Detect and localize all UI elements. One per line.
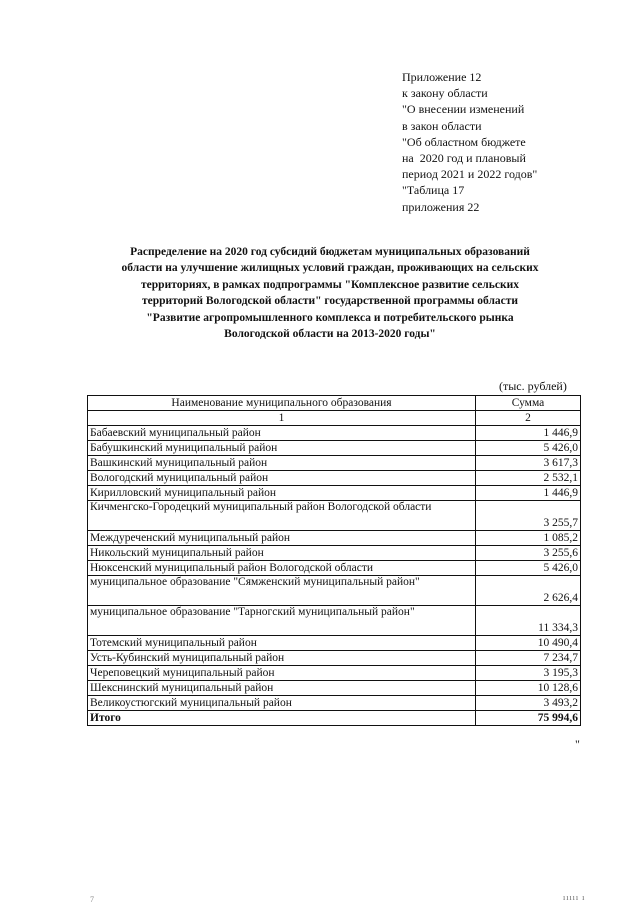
appendix-line: Приложение 12 <box>402 70 482 84</box>
subsidy-sum: 5 426,0 <box>476 561 581 576</box>
subsidy-sum: 2 626,4 <box>476 576 581 606</box>
appendix-line: "Об областном бюджете <box>402 134 526 149</box>
footer-mark-left: 7 <box>90 895 94 904</box>
total-label: Итого <box>88 711 476 726</box>
subsidy-sum: 7 234,7 <box>476 651 581 666</box>
appendix-line: к закону области <box>402 86 488 101</box>
table-row <box>88 606 581 636</box>
footer-mark-right: ııııı ı <box>563 893 586 902</box>
appendix-reference <box>402 69 537 215</box>
total-sum: 75 994,6 <box>476 711 581 726</box>
municipality-name: Никольский муниципальный район <box>88 546 476 561</box>
table-row <box>88 456 581 471</box>
subsidy-sum: 3 255,7 <box>476 501 581 531</box>
subsidy-sum: 3 617,3 <box>476 456 581 471</box>
closing-quote: " <box>575 737 580 751</box>
appendix-line: "Таблица 17 <box>402 183 465 198</box>
table-row <box>88 426 581 441</box>
subsidy-sum: 3 255,6 <box>476 546 581 561</box>
municipality-name: Вологодский муниципальный район <box>88 471 476 486</box>
table-header-row <box>88 396 581 411</box>
subsidy-sum: 3 195,3 <box>476 666 581 681</box>
title-line: "Развитие агропромышленного комплекса и потребительского рынка <box>146 311 514 324</box>
subsidy-sum: 2 532,1 <box>476 471 581 486</box>
table-row <box>88 441 581 456</box>
municipality-name: Шекснинский муниципальный район <box>88 681 476 696</box>
municipality-name: Бабаевский муниципальный район <box>88 426 476 441</box>
subsidy-sum: 5 426,0 <box>476 441 581 456</box>
document-title <box>80 244 580 342</box>
municipality-name: Нюксенский муниципальный район Вологодской области <box>88 561 476 576</box>
municipality-name: Великоустюгский муниципальный район <box>88 696 476 711</box>
subsidy-sum: 11 334,3 <box>476 606 581 636</box>
title-line: области на улучшение жилищных условий граждан, проживающих на сельских <box>121 262 539 275</box>
municipality-name: Кирилловский муниципальный район <box>88 486 476 501</box>
units-label: (тыс. рублей) <box>499 379 567 393</box>
table-row <box>88 471 581 486</box>
table-row <box>88 636 581 651</box>
municipality-name: Кичменгско-Городецкий муниципальный район Вологодской области <box>88 501 476 531</box>
municipality-name: Бабушкинский муниципальный район <box>88 441 476 456</box>
title-line: Вологодской области на 2013-2020 годы" <box>224 328 436 341</box>
subsidy-sum: 10 490,4 <box>476 636 581 651</box>
subsidy-sum: 3 493,2 <box>476 696 581 711</box>
subsidy-sum: 1 446,9 <box>476 486 581 501</box>
column-number: 1 <box>88 411 476 426</box>
municipality-name: Вашкинский муниципальный район <box>88 456 476 471</box>
municipality-name: Череповецкий муниципальный район <box>88 666 476 681</box>
table-row <box>88 696 581 711</box>
appendix-line: период 2021 и 2022 годов" <box>402 167 538 182</box>
municipality-name: Усть-Кубинский муниципальный район <box>88 651 476 666</box>
header-name: Наименование муниципального образования <box>88 396 476 411</box>
table-row <box>88 546 581 561</box>
title-line: территорий Вологодской области" государственной программы области <box>141 295 519 308</box>
title-line: территориях, в рамках подпрограммы "Комплексное развитие сельских <box>141 278 519 291</box>
subsidy-sum: 1 085,2 <box>476 531 581 546</box>
column-number: 2 <box>476 411 581 426</box>
appendix-line: приложения 22 <box>402 199 480 214</box>
appendix-line: в закон области <box>402 118 482 133</box>
municipality-name: Междуреченский муниципальный район <box>88 531 476 546</box>
table-row <box>88 666 581 681</box>
table-row <box>88 651 581 666</box>
municipality-name: Тотемский муниципальный район <box>88 636 476 651</box>
municipality-name: муниципальное образование "Тарногский муниципальный район" <box>88 606 476 636</box>
subsidy-sum: 10 128,6 <box>476 681 581 696</box>
title-line: Распределение на 2020 год субсидий бюджетам муниципальных образований <box>130 246 530 258</box>
header-sum: Сумма <box>476 396 581 411</box>
municipality-name: муниципальное образование "Сямженский муниципальный район" <box>88 576 476 606</box>
subsidy-table <box>87 395 581 726</box>
total-row <box>88 711 581 726</box>
table-row <box>88 531 581 546</box>
table-row <box>88 681 581 696</box>
table-row <box>88 561 581 576</box>
table-row <box>88 501 581 531</box>
subsidy-sum: 1 446,9 <box>476 426 581 441</box>
table-row <box>88 576 581 606</box>
column-number-row <box>88 411 581 426</box>
appendix-line: на 2020 год и плановый <box>402 151 526 166</box>
appendix-line: "О внесении изменений <box>402 102 525 117</box>
table-row <box>88 486 581 501</box>
